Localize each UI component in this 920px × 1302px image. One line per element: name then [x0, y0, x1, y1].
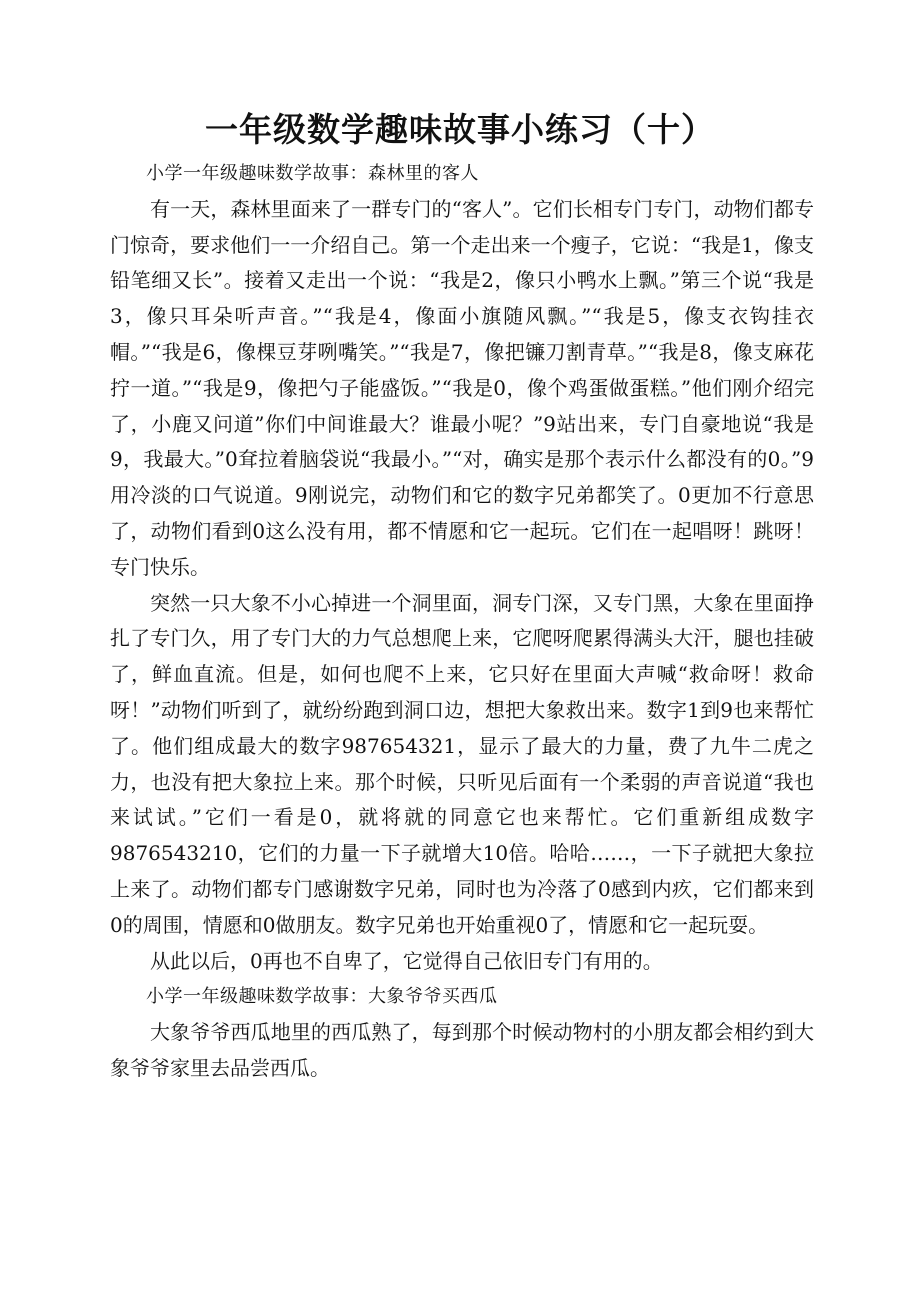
paragraph: 大象爷爷西瓜地里的西瓜熟了，每到那个时候动物村的小朋友都会相约到大象爷爷家里去品尝西瓜。 [110, 1020, 814, 1080]
paragraph: 有一天，森林里面来了一群专门的“客人”。它们长相专门专门，动物们都专门惊奇，要求他们一一介绍自己。第一个走出来一个瘦子，它说：“我是1，像支铅笔细又长”。接着又走出一个说：“我是2，像只小鸭水上飘。”第三个说“我是3，像只耳朵听声音。”“我是4，像面小旗随风飘。”“我是5，像支衣钩挂衣帽。”“我是6，像棵豆芽咧嘴笑。”“我是7，像把镰刀割青草。”“我是8，像支麻花拧一道。”“我是9，像把勺子能盛饭。”“我是0，像个鸡蛋做蛋糕。”他们刚介绍完了，小鹿又问道”你们中间谁最大？谁最小呢？”9站出来，专门自豪地说“我是9，我最大。”0耷拉着脑袋说“我最小。”“对，确实是那个表示什么都没有的0。”9用冷淡的口气说道。9刚说完，动物们和它的数字兄弟都笑了。0更加不行意思了，动物们看到0这么没有用，都不情愿和它一起玩。它们在一起唱呀！跳呀！专门快乐。 [110, 196, 814, 579]
paragraph: 从此以后，0再也不自卑了，它觉得自己依旧专门有用的。 [150, 948, 663, 973]
document-body [110, 156, 814, 1087]
paragraph: 突然一只大象不小心掉进一个洞里面，洞专门深，又专门黑，大象在里面挣扎了专门久，用了专门大的力气总想爬上来，它爬呀爬累得满头大汗，腿也挂破了，鲜血直流。但是，如何也爬不上来，它只好在里面大声喊“救命呀！救命呀！”动物们听到了，就纷纷跑到洞口边，想把大象救出来。数字1到9也来帮忙了。他们组成最大的数字987654321，显示了最大的力量，费了九牛二虎之力，也没有把大象拉上来。那个时候，只听见后面有一个柔弱的声音说道“我也来试试。”它们一看是0，就将就的同意它也来帮忙。它们重新组成数字9876543210，它们的力量一下子就增大10倍。哈哈……，一下子就把大象拉上来了。动物们都专门感谢数字兄弟，同时也为冷落了0感到内疚，它们都来到0的周围，情愿和0做朋友。数字兄弟也开始重视0了，情愿和它一起玩耍。 [110, 590, 814, 937]
document-title: 一年级数学趣味故事小练习（十） [205, 110, 715, 149]
section-heading-forest-guests: 小学一年级趣味数学故事：森林里的客人 [146, 163, 479, 184]
section-heading-elephant-watermelon: 小学一年级趣味数学故事：大象爷爷买西瓜 [146, 986, 498, 1008]
